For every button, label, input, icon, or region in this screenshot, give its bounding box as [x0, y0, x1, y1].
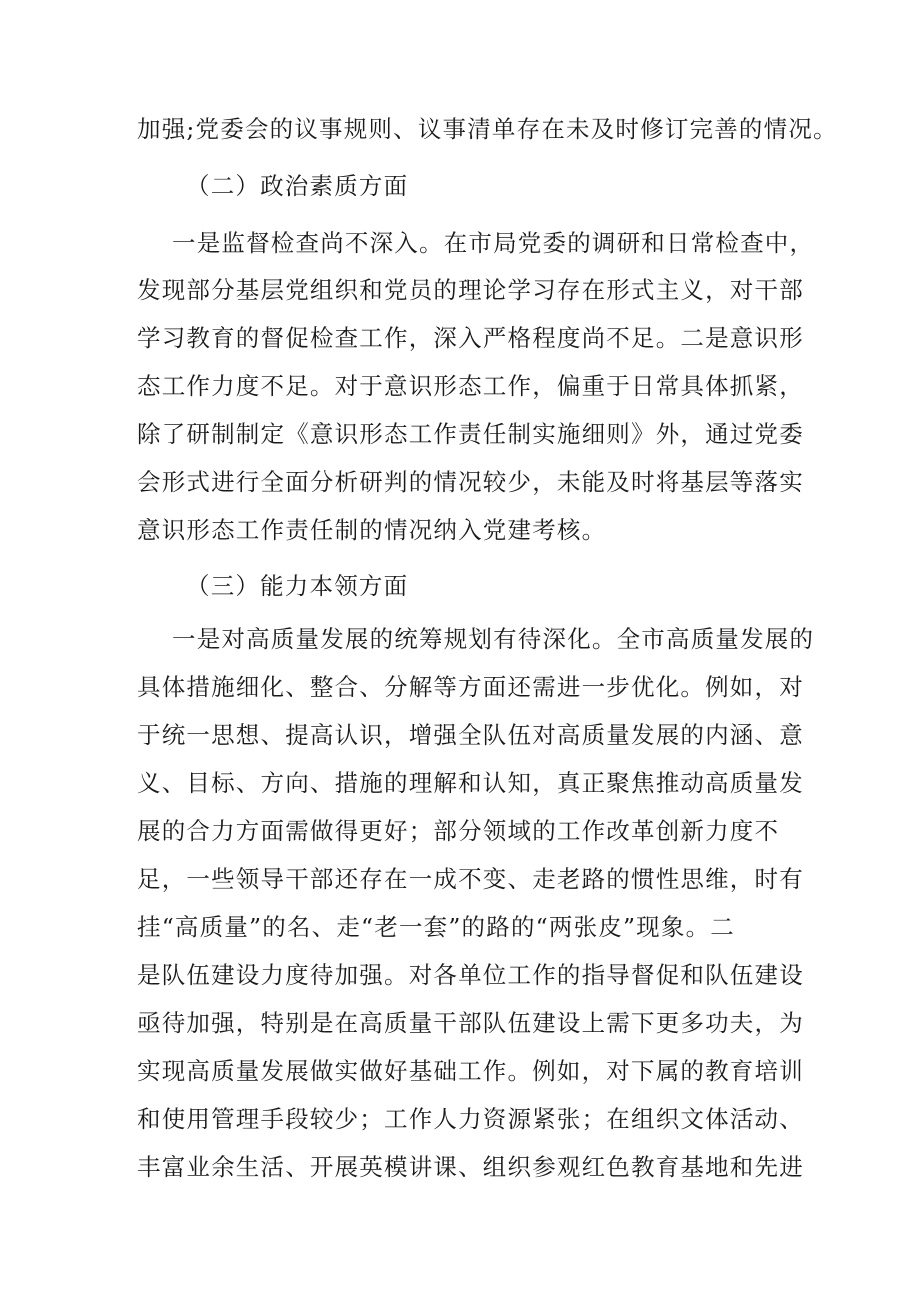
paragraph-line: 展的合力方面需做得更好；部分领域的工作改革创新力度不 — [137, 817, 780, 845]
paragraph-line: 丰富业余生活、开展英模讲课、组织参观红色教育基地和先进 — [137, 1153, 804, 1181]
paragraph-line: 意识形态工作责任制的情况纳入党建考核。 — [137, 516, 607, 544]
paragraph-line: 一是对高质量发展的统筹规划有待深化。全市高质量发展的 — [172, 625, 815, 653]
paragraph-line: 于统一思想、提高认识，增强全队伍对高质量发展的内涵、意 — [137, 721, 804, 749]
paragraph-line: 和使用管理手段较少；工作人力资源紧张；在组织文体活动、 — [137, 1105, 804, 1133]
paragraph-line: 实现高质量发展做实做好基础工作。例如，对下属的教育培训 — [137, 1057, 804, 1085]
paragraph-line: 学习教育的督促检查工作，深入严格程度尚不足。二是意识形 — [137, 324, 804, 352]
paragraph-line: 会形式进行全面分析研判的情况较少，未能及时将基层等落实 — [137, 468, 804, 496]
paragraph-line: 足，一些领导干部还存在一成不变、走老路的惯性思维，时有 — [137, 865, 804, 893]
paragraph-line: 亟待加强，特别是在高质量干部队伍建设上需下更多功夫，为 — [137, 1009, 804, 1037]
paragraph-line: 除了研制制定《意识形态工作责任制实施细则》外，通过党委 — [137, 420, 804, 448]
section-heading-ability: （三）能力本领方面 — [186, 572, 409, 600]
paragraph-line: 发现部分基层党组织和党员的理论学习存在形式主义，对干部 — [137, 276, 804, 304]
paragraph-line: 一是监督检查尚不深入。在市局党委的调研和日常检查中， — [172, 229, 815, 257]
paragraph-line: 具体措施细化、整合、分解等方面还需进一步优化。例如，对 — [137, 673, 804, 701]
paragraph-line: 态工作力度不足。对于意识形态工作，偏重于日常具体抓紧， — [137, 372, 804, 400]
paragraph-line: 加强;党委会的议事规则、议事清单存在未及时修订完善的情况。 — [137, 115, 838, 143]
paragraph-line: 是队伍建设力度待加强。对各单位工作的指导督促和队伍建设 — [137, 961, 804, 989]
paragraph-line: 义、目标、方向、措施的理解和认知，真正聚焦推动高质量发 — [137, 769, 804, 797]
section-heading-political: （二）政治素质方面 — [186, 172, 409, 200]
paragraph-line: 挂“高质量”的名、走“老一套”的路的“两张皮”现象。二 — [137, 913, 735, 941]
